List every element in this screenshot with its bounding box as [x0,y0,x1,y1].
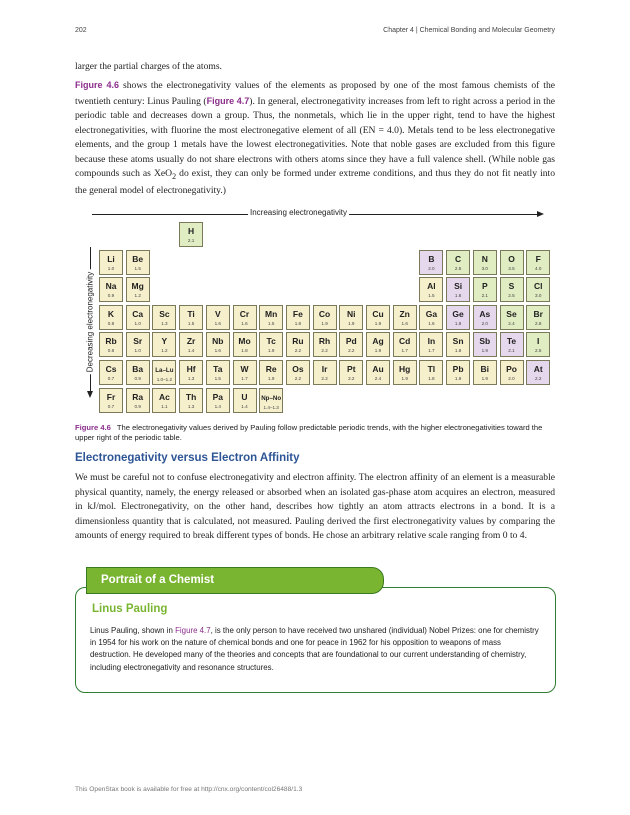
element-electronegativity: 1.0 [134,348,141,354]
element-symbol: P [481,281,488,292]
element-symbol: In [427,336,436,347]
element-symbol: U [241,391,248,402]
element-cell [99,388,123,413]
element-symbol: I [537,336,540,347]
element-symbol: Si [454,281,463,292]
footer-note: This OpenStax book is available for free at http://cnx.org/content/col26488/1.3 [75,786,303,793]
element-electronegativity: 1.8 [241,348,248,354]
element-electronegativity: 0.8 [107,320,115,326]
intro-line: larger the partial charges of the atoms. [75,61,222,72]
element-symbol: V [214,308,221,319]
element-cell [526,250,550,275]
element-cell [99,305,123,330]
element-symbol: At [533,364,543,374]
element-electronegativity: 1.0 [107,265,115,271]
element-cell [259,305,283,330]
element-symbol: Pb [452,364,464,374]
element-symbol: H [188,226,195,236]
element-electronegativity: 1.1 [161,403,168,409]
element-electronegativity: 3.5 [508,265,515,271]
element-electronegativity: 0.8 [107,348,115,354]
element-electronegativity: 1.5 [214,376,221,381]
element-cell [152,388,176,413]
element-symbol: Ca [132,308,144,319]
element-cell [366,305,390,330]
figure-4-6-link[interactable]: Figure 4.6 [75,80,120,90]
element-symbol: Zr [186,336,196,347]
element-cell [339,332,363,357]
element-cell [419,250,443,275]
section-paragraph: We must be careful not to confuse electronegativity and electron affinity. The electron affinity of an element is a measurable physical quantity, namely, the energy released or absorbed when an isolated gas-phase atom acquires an electron, measured in kJ/mol. Electronegativity, on the other hand, describes how tightly an atom attracts electrons in a bond. It is a dimensionless quantity that is calculated, not measured. Pauling derived the first electronegativity values by comparing the amounts of energy required to break different types of bonds. He chose an arbitrary relative scale ranging from 0 to 4. [75,472,555,541]
element-electronegativity: 1.8 [294,320,302,326]
element-electronegativity: 1.9 [348,320,355,326]
element-electronegativity: 1.9 [321,320,328,326]
element-electronegativity: 1.9 [267,376,275,381]
element-symbol: Os [292,364,304,374]
element-electronegativity: 3.0 [534,293,542,299]
element-symbol: Po [506,364,517,374]
element-symbol: Nb [212,336,224,347]
element-electronegativity: 2.2 [321,348,328,354]
element-electronegativity: 2.0 [428,265,435,271]
element-cell [179,332,203,357]
element-electronegativity: 1.6 [401,320,408,326]
element-electronegativity: 2.2 [348,376,355,381]
element-electronegativity: 1.3 [187,403,195,409]
element-electronegativity: 2.0 [508,376,515,381]
element-electronegativity: 1.6 [214,320,221,326]
element-symbol: Cs [105,364,117,374]
element-cell [179,305,203,330]
element-symbol: Br [533,308,543,319]
element-electronegativity: 1.8 [454,293,462,299]
element-symbol: Pt [347,364,356,374]
paragraph-text-c: do exist, they can only be formed under extreme conditions, and thus they do not fit neatly into the general model of electronegativity.) [75,168,555,197]
element-cell [206,360,230,385]
element-symbol: Mg [131,281,144,292]
element-symbol: Sc [159,308,170,319]
element-electronegativity: 2.8 [534,320,542,326]
element-cell [419,277,443,302]
figure-caption [75,423,555,443]
element-cell [259,360,283,385]
element-symbol: Sr [133,336,143,347]
element-cell [473,250,497,275]
element-electronegativity: 2.1 [508,348,515,354]
element-cell [419,305,443,330]
element-symbol: La–Lu [155,367,174,374]
element-electronegativity: 1.0 [134,320,141,326]
element-cell [126,250,150,275]
element-symbol: Ta [213,364,223,374]
element-electronegativity: 1.4–1.3 [263,404,279,410]
element-electronegativity: 2.4 [508,320,515,326]
element-cell [206,388,230,413]
element-cell [179,388,203,413]
element-symbol: Np–No [261,394,282,402]
element-electronegativity: 2.4 [374,376,382,381]
element-symbol: Ni [347,308,356,319]
element-symbol: S [508,281,515,292]
element-symbol: Se [506,308,517,319]
element-symbol: Rb [105,336,117,347]
element-electronegativity: 1.6 [241,320,248,326]
increasing-arrow-label: Increasing electronegativity [250,208,347,217]
portrait-paragraph [90,625,543,674]
element-symbol: Cd [399,336,411,347]
element-cell [99,277,123,302]
portrait-text-a: Linus Pauling, shown in [90,626,176,635]
element-symbol: N [481,253,488,264]
element-cell [99,332,123,357]
element-cell [152,305,176,330]
element-symbol: Mo [238,336,251,347]
element-cell [526,332,550,357]
element-symbol: Pa [212,391,223,402]
element-symbol: Th [185,391,197,402]
element-cell [313,360,337,385]
element-electronegativity: 1.7 [401,348,408,354]
element-symbol: Mn [265,308,278,319]
element-symbol: Ra [132,391,144,402]
element-electronegativity: 1.5 [134,265,141,271]
element-electronegativity: 1.9 [374,348,382,354]
element-cell [526,305,550,330]
element-symbol: Sn [452,336,464,347]
element-cell [126,277,150,302]
element-cell [313,305,337,330]
element-cell [233,388,257,413]
element-cell [99,360,123,385]
element-electronegativity: 1.9 [454,376,462,381]
element-symbol: Cu [372,308,384,319]
element-electronegativity: 0.9 [107,293,115,299]
element-cell [206,305,230,330]
element-symbol: Ru [292,336,304,347]
element-symbol: Ge [452,308,464,319]
element-cell [393,332,417,357]
element-electronegativity: 1.9 [374,320,382,326]
element-cell [419,360,443,385]
figure-4-7-link[interactable]: Figure 4.7 [206,95,250,106]
element-symbol: Ti [187,308,195,319]
element-electronegativity: 1.6 [214,348,221,354]
subscript-2: 2 [172,171,177,181]
element-symbol: Ac [158,391,170,402]
element-cell [500,250,524,275]
element-symbol: Na [105,281,117,292]
element-cell [286,305,310,330]
element-symbol: Y [161,336,168,347]
page-number: 202 [75,27,87,34]
figure-4-7-link-portrait[interactable]: Figure 4.7 [175,626,211,635]
element-electronegativity: 1.8 [428,376,435,381]
element-electronegativity: 1.3 [161,320,168,326]
element-cell [179,222,203,247]
element-electronegativity: 1.9 [481,348,488,354]
element-symbol: Cl [533,281,543,292]
element-electronegativity: 1.5 [267,320,275,326]
element-electronegativity: 2.5 [454,265,462,271]
element-electronegativity: 2.2 [321,376,328,381]
element-electronegativity: 0.7 [107,403,115,409]
element-symbol: Re [265,364,277,374]
element-symbol: Fe [292,308,303,319]
element-cell [446,277,470,302]
element-electronegativity: 2.1 [187,238,195,243]
element-electronegativity: 1.6 [428,320,435,326]
portrait-text-b: , is the only person to have received two unshared (individual) Nobel Prizes: one for chemistry in 1954 for his work on the nature of chemical bonds and one for peace in 1962 for his opposition to weapons of mass destruction. He developed many of the theories and concepts that are foundational to our current understanding of chemistry, including electronegativity and resonance structures. [90,626,539,672]
element-symbol: Zn [399,308,410,319]
element-symbol: Tc [266,336,276,347]
element-symbol: Be [132,253,144,264]
element-symbol: Hg [399,364,411,374]
element-cell [339,360,363,385]
element-electronegativity: 1.7 [428,348,435,354]
element-electronegativity: 2.5 [534,348,542,354]
element-cell [393,360,417,385]
element-cell [526,277,550,302]
element-electronegativity: 1.5 [428,293,435,299]
element-electronegativity: 2.0 [481,320,488,326]
element-symbol: O [508,253,515,264]
element-electronegativity: 1.4 [241,403,248,409]
element-electronegativity: 1.7 [241,376,248,381]
decreasing-arrow-label: Decreasing electronegativity [85,271,95,373]
element-cell [446,305,470,330]
element-symbol: B [428,253,435,264]
element-electronegativity: 2.1 [481,293,488,299]
element-electronegativity: 1.4 [214,403,221,409]
portrait-heading: Linus Pauling [92,603,168,615]
element-symbol: W [240,364,249,374]
portrait-tab: Portrait of a Chemist [86,567,384,594]
element-cell [313,332,337,357]
element-cell [366,332,390,357]
element-symbol: C [455,253,462,264]
element-symbol: Ga [425,308,438,319]
element-symbol: Cr [239,308,250,319]
element-cell [500,360,524,385]
element-cell [473,277,497,302]
element-symbol: As [479,308,491,319]
element-symbol: Sb [479,336,491,347]
element-cell [126,388,150,413]
figure-caption-text: The electronegativity values derived by Pauling follow predictable periodic trends, with the higher electronegativities toward the upper right of the periodic table. [75,423,543,442]
figure-caption-label: Figure 4.6 [75,423,111,432]
element-electronegativity: 1.9 [401,376,408,381]
chapter-header: Chapter 4 | Chemical Bonding and Molecular Geometry [383,27,555,34]
element-cell [339,305,363,330]
element-cell [233,360,257,385]
element-cell [500,332,524,357]
element-cell [446,332,470,357]
element-cell [126,360,150,385]
element-electronegativity: 1.2 [134,293,141,299]
element-cell [393,305,417,330]
element-electronegativity: 2.2 [348,348,355,354]
element-electronegativity: 0.7 [107,376,115,381]
element-symbol: Te [506,336,517,347]
element-electronegativity: 2.5 [508,293,515,299]
element-electronegativity: 2.2 [294,348,302,354]
element-electronegativity: 1.9 [267,348,275,354]
element-cell [473,332,497,357]
element-electronegativity: 0.9 [134,403,141,409]
element-electronegativity: 1.9 [481,376,488,381]
element-cell [419,332,443,357]
element-electronegativity: 2.2 [294,376,302,381]
element-cell [126,332,150,357]
element-cell [233,305,257,330]
element-cell [259,388,283,413]
element-cell [179,360,203,385]
element-cell [500,277,524,302]
element-cell [126,305,150,330]
element-cell [259,332,283,357]
section-title: Electronegativity versus Electron Affinity [75,452,300,464]
element-cell [446,250,470,275]
element-cell [206,332,230,357]
element-symbol: Ag [372,336,384,347]
element-cell [473,360,497,385]
element-symbol: Fr [106,391,116,402]
element-symbol: Ba [132,364,144,374]
element-symbol: Bi [480,364,490,374]
element-cell [446,360,470,385]
element-electronegativity: 1.8 [454,320,462,326]
element-cell [152,332,176,357]
element-symbol: Ir [321,364,328,374]
element-electronegativity: 1.4 [187,348,195,354]
element-cell [473,305,497,330]
element-cell [286,332,310,357]
element-cell [99,250,123,275]
element-symbol: Co [318,308,331,319]
element-cell [526,360,550,385]
element-symbol: Al [427,281,436,292]
element-cell [233,332,257,357]
element-symbol: Hf [186,364,196,374]
element-electronegativity: 3.0 [481,265,488,271]
element-symbol: F [535,253,541,264]
element-cell [366,360,390,385]
paragraph-text-a: shows the electronegativity values of the elements as proposed by one of the most famous chemists of the twentieth century: Linus Pauling ( [75,80,556,107]
element-symbol: Li [107,253,115,264]
element-symbol: Tl [427,364,436,374]
element-cell [152,360,176,385]
paragraph-text-b: ). In general, electronegativity increases from left to right across a period in the periodic table and decreases down a group. Thus, the nonmetals, which lie in the upper right, tend to have the highest electronegativities, with fluorine the most electronegative element of all (EN = 4.0). Metals tend to be less electronegative elements, and the group 1 metals have the lowest electronegativities. Note that noble gases are excluded from this figure because these atoms usually do not share electrons with others atoms since they have a full valence shell. (While noble gas compounds such as XeO [75,95,556,179]
element-cell [500,305,524,330]
element-electronegativity: 1.5 [187,320,195,326]
element-symbol: Au [372,364,384,374]
element-electronegativity: 1.3 [187,376,195,381]
element-electronegativity: 0.9 [134,376,141,381]
element-electronegativity: 1.2 [161,348,168,354]
element-electronegativity: 4.0 [534,265,542,271]
element-electronegativity: 1.8 [454,348,462,354]
element-symbol: K [107,308,115,319]
element-cell [286,360,310,385]
element-electronegativity: 2.2 [534,376,542,381]
element-electronegativity: 1.0–1.2 [156,377,173,382]
element-symbol: Pd [345,336,357,347]
element-symbol: Rh [318,336,331,347]
